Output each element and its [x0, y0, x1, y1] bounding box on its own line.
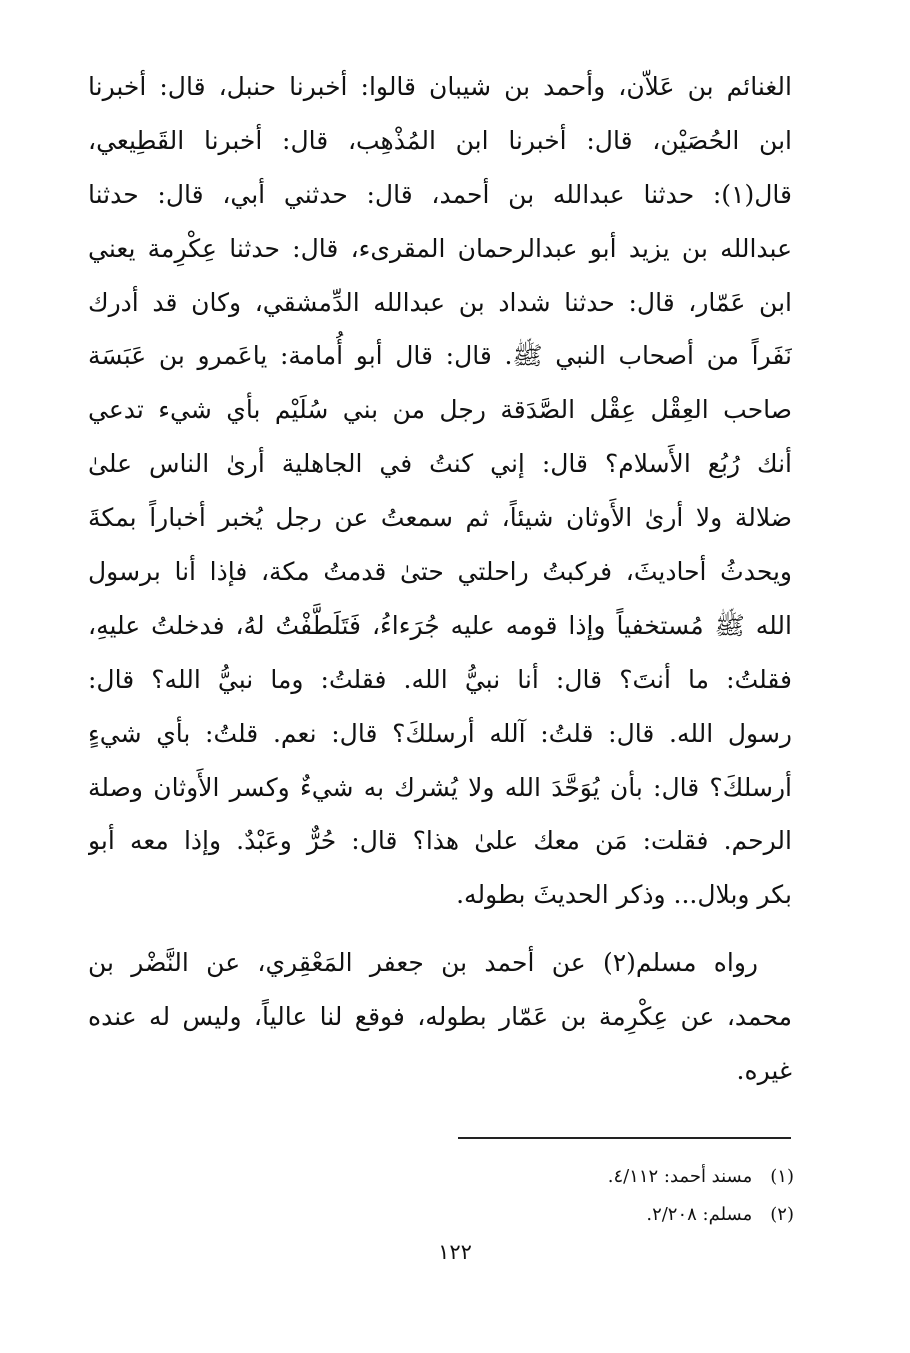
text-line: ويحدثُ أحاديثَ، فركبتُ راحلتي حتىٰ قدمتُ مكة، فإذا أنا برسول — [88, 557, 792, 587]
text-line: قال(١): حدثنا عبدالله بن أحمد، قال: حدثني أبي، قال: حدثنا — [88, 179, 792, 209]
footnote-text: مسلم: ٢/٢٠٨. — [646, 1204, 753, 1225]
page-body — [88, 60, 792, 1098]
footnotes — [400, 1158, 794, 1234]
text-line: عبدالله بن يزيد أبو عبدالرحمان المقرىء، قال: حدثنا عِكْرِمة يعني — [88, 233, 792, 263]
text-line: الله ﷺ مُستخفياً وإذا قومه عليه جُرَءاءُ، فَتَلَطَّفْتُ لهُ، فدخلتُ عليهِ، — [88, 610, 792, 640]
paragraph-2 — [88, 936, 792, 1098]
text-line: ابن عَمّار، قال: حدثنا شداد بن عبدالله الدِّمشقي، وكان قد أدرك — [88, 287, 792, 317]
text-line: أنك رُبُع الأَسلام؟ قال: إني كنتُ في الجاهلية أرىٰ الناس علىٰ — [88, 449, 792, 479]
footnote-separator — [458, 1137, 791, 1139]
text-line: صاحب العِقْل عِقْل الصَّدَقة رجل من بني سُلَيْم بأي شيء تدعي — [88, 395, 792, 425]
footnote-2 — [400, 1196, 794, 1234]
paragraph-gap — [88, 922, 792, 936]
footnote-number: (٢) — [770, 1204, 794, 1225]
text-line: محمد، عن عِكْرِمة بن عَمّار بطوله، فوقع لنا عالياً، وليس له عنده — [88, 1002, 792, 1032]
text-line: بكر وبلال... وذكر الحديثَ بطوله. — [456, 880, 792, 910]
text-line: ضلالة ولا أرىٰ الأَوثان شيئاً، ثم سمعتُ عن رجل يُخبر أخباراً بمكةَ — [88, 503, 792, 533]
page-number: ١٢٢ — [438, 1240, 472, 1264]
text-line: فقلتُ: ما أنتَ؟ قال: أنا نبيُّ الله. فقلتُ: وما نبيُّ الله؟ قال: — [88, 664, 792, 694]
text-line: رسول الله. قال: قلتُ: آلله أرسلكَ؟ قال: نعم. قلتُ: بأي شيءٍ — [88, 718, 792, 748]
footnote-1 — [400, 1158, 794, 1196]
text-line: أرسلكَ؟ قال: بأن يُوَحَّدَ الله ولا يُشرك به شيءٌ وكسر الأَوثان وصلة — [88, 772, 792, 802]
footnote-text: مسند أحمد: ٤/١١٢. — [607, 1166, 753, 1187]
text-line: ابن الحُصَيْن، قال: أخبرنا ابن المُذْهِب، قال: أخبرنا القَطِيعي، — [88, 125, 792, 155]
text-line: غيره. — [736, 1056, 792, 1086]
text-line: رواه مسلم(٢) عن أحمد بن جعفر المَعْقِري، عن النَّضْر بن — [88, 948, 758, 978]
text-line: الرحم. فقلت: مَن معك علىٰ هذا؟ قال: حُرٌّ وعَبْدٌ. وإذا معه أبو — [88, 826, 792, 856]
footnote-number: (١) — [770, 1166, 794, 1187]
paragraph-1 — [88, 60, 792, 922]
text-line: الغنائم بن عَلاّن، وأحمد بن شيبان قالوا: أخبرنا حنبل، قال: أخبرنا — [88, 72, 792, 101]
text-line: نَفَراً من أصحاب النبي ﷺ. قال: قال أبو أُمامة: ياعَمرو بن عَبَسَة — [88, 341, 792, 371]
